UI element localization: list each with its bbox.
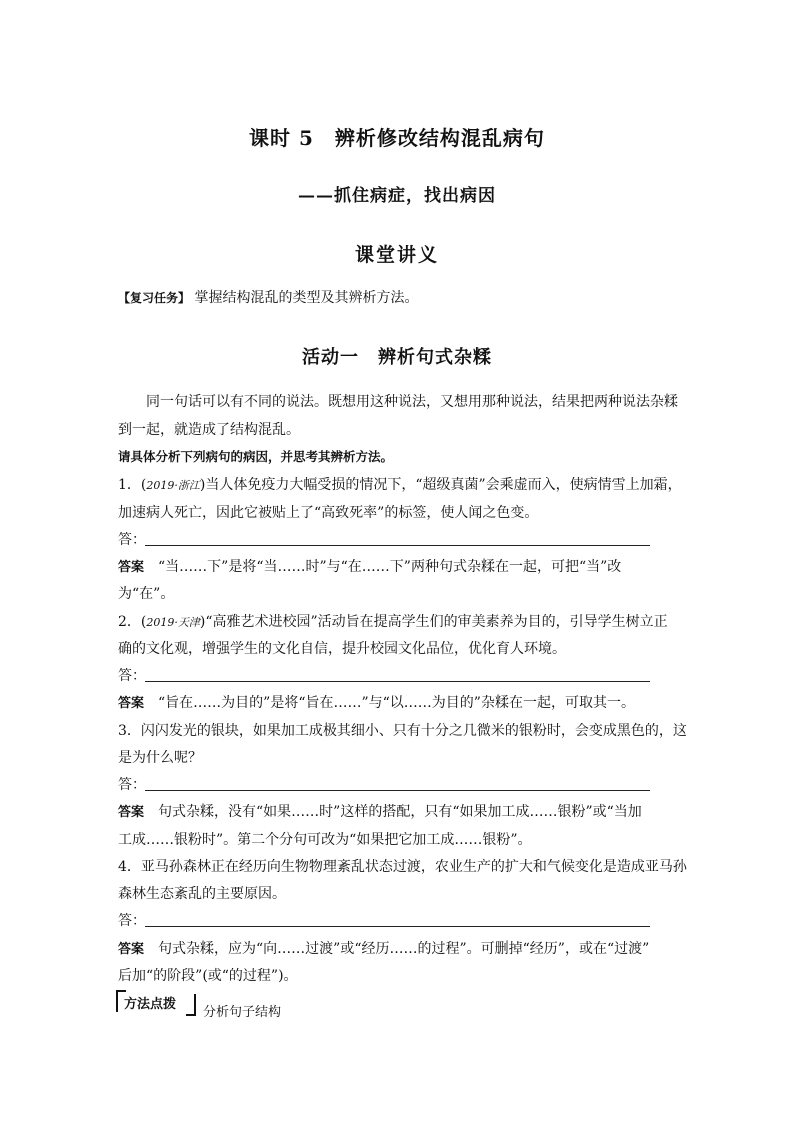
- question-4-line-2: 森林生态紊乱的主要原因。: [118, 886, 286, 902]
- question-4-answer-prompt: 答：: [118, 913, 146, 929]
- question-1-source: 2019·浙江: [146, 479, 200, 492]
- instruction-text: 请具体分析下列病句的病因，并思考其辨析方法。: [118, 449, 394, 464]
- question-1-answer-line-2: 为“在”。: [118, 586, 175, 602]
- question-1-line-1: [118, 475, 682, 496]
- question-1-line-2: 加速病人死亡，因此它被贴上了“高致死率”的标签，使人闻之色变。: [118, 505, 539, 521]
- page-title: 课时 5 辨析修改结构混乱病句: [249, 126, 545, 150]
- question-2-answer-blank[interactable]: [145, 681, 650, 682]
- question-2-source: 2019·天津: [146, 616, 200, 629]
- question-3-answer-prompt: 答：: [118, 777, 146, 793]
- question-3-line-1: [118, 721, 687, 741]
- review-text: 掌握结构混乱的类型及其辨析方法。: [194, 290, 419, 306]
- question-4-answer-line-2: 后加“的阶段”(或“的过程”)。: [118, 968, 298, 984]
- intro-line-1: 同一句话可以有不同的说法。既想用这种说法，又想用那种说法，结果把两种说法杂糅: [146, 394, 678, 410]
- question-3-answer-blank[interactable]: [145, 790, 650, 791]
- question-1-answer-line-1: [118, 557, 678, 578]
- section-heading: 课堂讲义: [354, 244, 439, 266]
- question-4-answer-line-1: [118, 939, 678, 960]
- question-4-answer-text: 句式杂糅，应为“向……过渡”或“经历……的过程”。可删掉“经历”，或在“过渡”: [158, 941, 650, 957]
- question-1-text: )当人体免疫力大幅受损的情况下，“超级真菌”会乘虚而入，使病情雪上加霜，: [199, 477, 682, 493]
- question-1-answer-prompt: 答：: [118, 532, 146, 548]
- method-tip-text: 分析句子结构: [203, 1005, 282, 1020]
- question-1-answer-blank[interactable]: [145, 545, 650, 546]
- question-4-answer-label: 答案: [118, 942, 145, 957]
- intro-line-2: 到一起，就造成了结构混乱。: [118, 422, 300, 438]
- question-3-answer-text: 句式杂糅，没有“如果……时”这样的搭配，只有“如果加工成……银粉”或“当加: [158, 804, 642, 820]
- question-3-answer-line-1: [118, 802, 678, 823]
- question-2-answer-line-1: [118, 693, 678, 714]
- question-3-line-2: 是为什么呢？: [118, 750, 202, 766]
- question-4-answer-blank[interactable]: [145, 926, 650, 927]
- question-2-answer-prompt: 答：: [118, 668, 146, 684]
- method-tip-box: [116, 990, 206, 1016]
- question-1-answer-label: 答案: [118, 560, 145, 575]
- question-3-answer-label: 答案: [118, 805, 145, 820]
- method-tip-label: 方法点拨: [124, 997, 177, 1012]
- question-3-answer-line-2: 工成……银粉时”。第二个分句可改为“如果把它加工成……银粉”。: [118, 832, 532, 848]
- question-4-number: 4．: [118, 859, 141, 875]
- question-1-answer-text: “当……下”是将“当……时”与“在……下”两种句式杂糅在一起，可把“当”改: [158, 559, 622, 575]
- activity-title: 活动一 辨析句式杂糅: [302, 347, 492, 368]
- question-4-line-1: [118, 857, 687, 877]
- question-3-text: 闪闪发光的银块，如果加工成极其细小、只有十分之几微米的银粉时，会变成黑色的，这: [140, 723, 687, 739]
- review-tag: 【复习任务】: [118, 291, 191, 305]
- question-4-text: 亚马孙森林正在经历向生物物理紊乱状态过渡，农业生产的扩大和气候变化是造成亚马孙: [140, 859, 687, 875]
- question-2-line-1: [118, 612, 678, 633]
- page-subtitle: ——抓住病症，找出病因: [298, 186, 496, 206]
- bracket-right-icon: [186, 994, 196, 1016]
- question-3-number: 3．: [118, 723, 141, 739]
- review-task: [118, 288, 678, 308]
- question-2-text: )“高雅艺术进校园”活动旨在提高学生们的审美素养为目的，引导学生树立正: [199, 614, 668, 630]
- question-2-answer-text: “旨在……为目的”是将“旨在……”与“以……为目的”杂糅在一起，可取其一。: [158, 695, 635, 711]
- question-2-answer-label: 答案: [118, 696, 145, 711]
- question-2-line-2: 确的文化观，增强学生的文化自信，提升校园文化品位，优化育人环境。: [118, 641, 566, 657]
- question-2-number: 2．(: [118, 614, 147, 630]
- question-1-number: 1．(: [118, 477, 147, 493]
